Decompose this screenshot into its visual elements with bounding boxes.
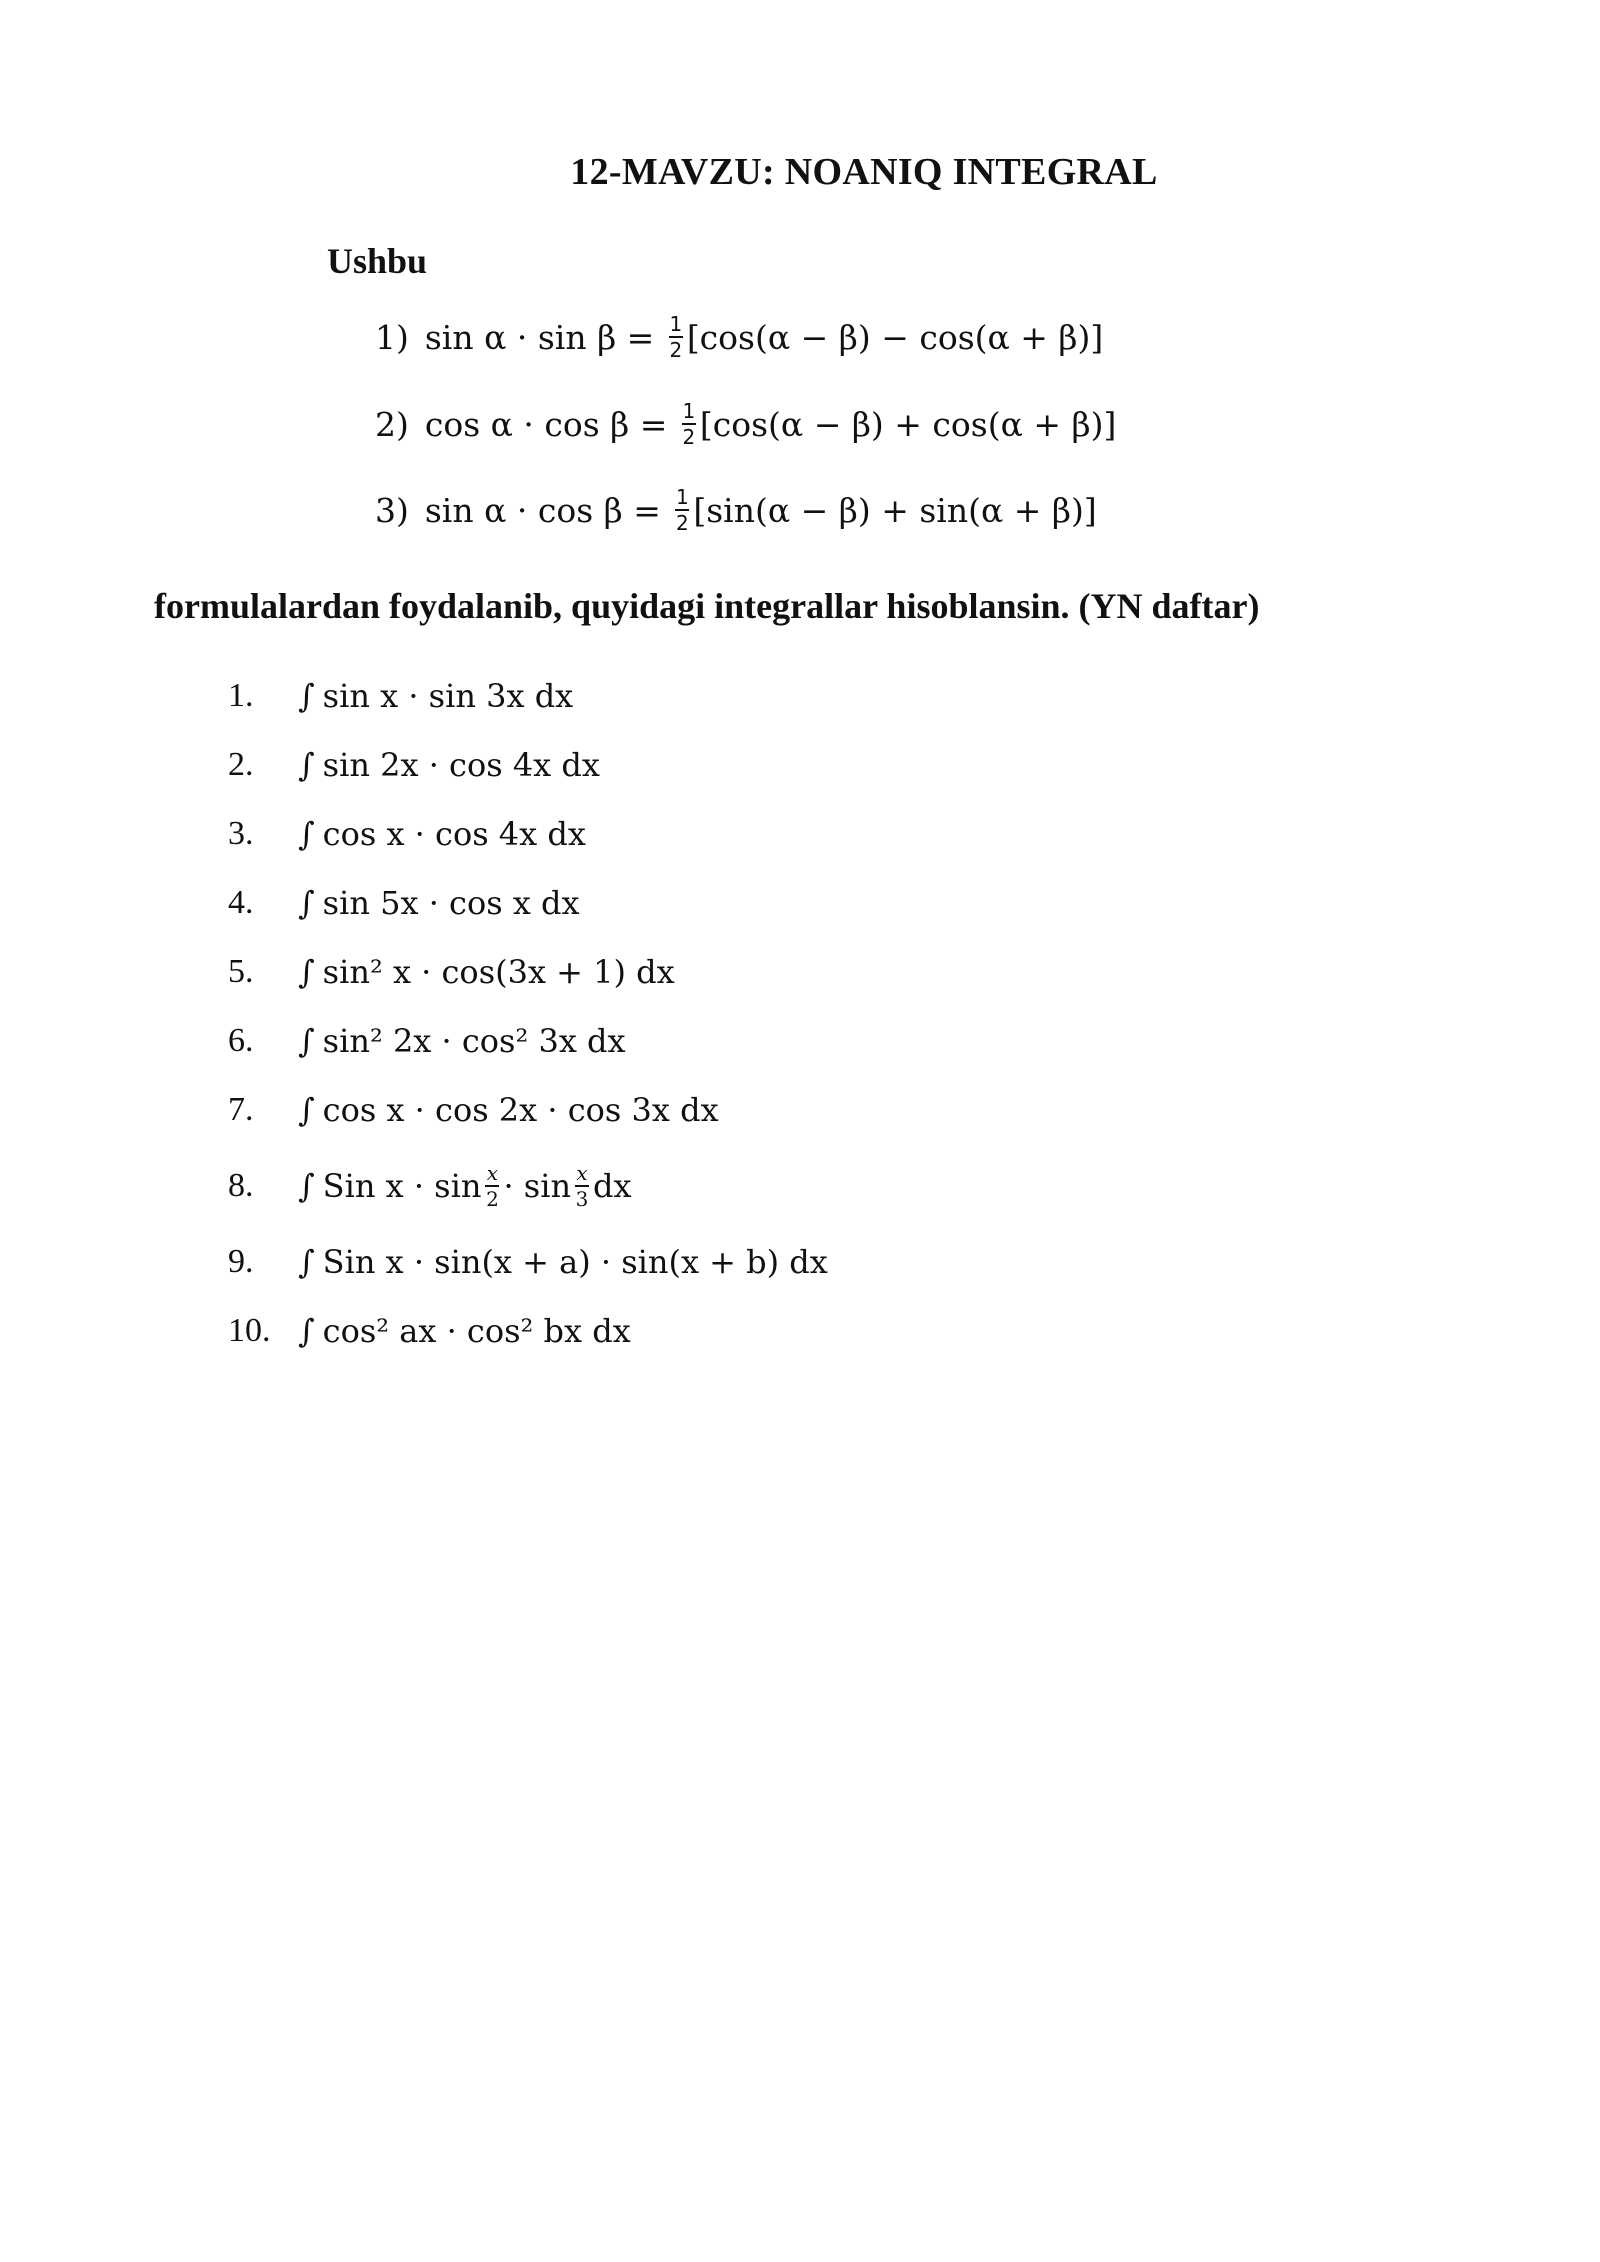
fraction-numerator: 1 — [682, 399, 696, 423]
problem-expression: sin 2x · cos 4x dx — [322, 746, 600, 784]
integral-symbol: ∫ — [298, 677, 315, 715]
problem-item — [228, 1156, 632, 1216]
formula-rhs: [sin(α − β) + sin(α + β)] — [693, 490, 1097, 530]
fraction-x-over-2 — [485, 1163, 499, 1209]
problem-expression: sin x · sin 3x dx — [322, 677, 574, 715]
fraction-numerator: x — [486, 1161, 499, 1185]
formula-number: 2) — [375, 404, 409, 444]
integral-symbol: ∫ — [298, 1167, 315, 1205]
problem-item — [228, 670, 573, 722]
formula-rhs: [cos(α − β) + cos(α + β)] — [699, 404, 1117, 444]
problem-number: 6. — [228, 1022, 254, 1059]
problem-number: 2. — [228, 746, 254, 783]
page-title — [0, 150, 1600, 194]
problem-number: 7. — [228, 1091, 254, 1128]
formula-number: 3) — [375, 490, 409, 530]
fraction-denominator: 3 — [575, 1187, 589, 1211]
problem-item — [228, 946, 675, 998]
formula-number: 1) — [375, 317, 409, 357]
integral-symbol: ∫ — [298, 884, 315, 922]
problem-expression: sin 5x · cos x dx — [322, 884, 580, 922]
problem-number: 3. — [228, 815, 254, 852]
fraction-denominator: 2 — [486, 1187, 499, 1211]
formula-lhs: sin α · sin β = — [424, 317, 665, 357]
problem-number: 5. — [228, 953, 254, 990]
fraction-numerator: 1 — [675, 485, 689, 509]
problem-expression: cos x · cos 4x dx — [322, 815, 586, 853]
problem-expression: Sin x · sin(x + a) · sin(x + b) dx — [322, 1243, 828, 1281]
instruction-text: formulalardan foydalanib, quyidagi integrallar hisoblansin. (YN daftar) — [154, 586, 1260, 626]
fraction-denominator: 2 — [682, 425, 696, 449]
problem-number: 8. — [228, 1167, 254, 1204]
page-title-text: 12-MAVZU: NOANIQ INTEGRAL — [570, 151, 1158, 193]
formula-lhs: cos α · cos β = — [424, 404, 678, 444]
integral-symbol: ∫ — [298, 1022, 315, 1060]
integral-symbol: ∫ — [298, 746, 315, 784]
fraction-numerator: 1 — [669, 312, 683, 336]
formula-rhs: [cos(α − β) − cos(α + β)] — [686, 317, 1104, 357]
fraction-numerator: x — [576, 1161, 588, 1185]
problem-item — [228, 877, 580, 929]
fraction-x-over-3 — [575, 1163, 589, 1209]
fraction-one-half — [669, 314, 683, 360]
problem-expression-part: · sin — [503, 1167, 572, 1205]
problem-expression: cos² ax · cos² bx dx — [322, 1312, 631, 1350]
formula-lhs: sin α · cos β = — [424, 490, 672, 530]
integral-symbol: ∫ — [298, 1312, 315, 1350]
problem-expression: sin² x · cos(3x + 1) dx — [322, 953, 675, 991]
problem-item — [228, 808, 586, 860]
problem-item — [228, 739, 600, 791]
formula-1 — [375, 307, 1103, 367]
fraction-one-half — [675, 487, 689, 533]
problem-item — [228, 1305, 631, 1357]
fraction-denominator: 2 — [675, 511, 689, 535]
intro-word: Ushbu — [327, 241, 428, 281]
integral-symbol: ∫ — [298, 815, 315, 853]
problem-item — [228, 1015, 626, 1067]
integral-symbol: ∫ — [298, 953, 315, 991]
fraction-denominator: 2 — [669, 338, 683, 362]
problem-number: 1. — [228, 677, 254, 714]
integral-symbol: ∫ — [298, 1243, 315, 1281]
problem-expression: cos x · cos 2x · cos 3x dx — [322, 1091, 719, 1129]
fraction-one-half — [682, 401, 696, 447]
integral-symbol: ∫ — [298, 1091, 315, 1129]
problem-number: 4. — [228, 884, 254, 921]
problem-expression: sin² 2x · cos² 3x dx — [322, 1022, 626, 1060]
problem-number: 10. — [228, 1312, 271, 1349]
problem-expression-part: Sin x · sin — [322, 1167, 482, 1205]
formula-3 — [375, 480, 1097, 540]
problem-number: 9. — [228, 1243, 254, 1280]
problem-expression-part: dx — [593, 1167, 632, 1205]
problem-item — [228, 1084, 719, 1136]
formula-2 — [375, 394, 1116, 454]
problem-item — [228, 1236, 828, 1288]
